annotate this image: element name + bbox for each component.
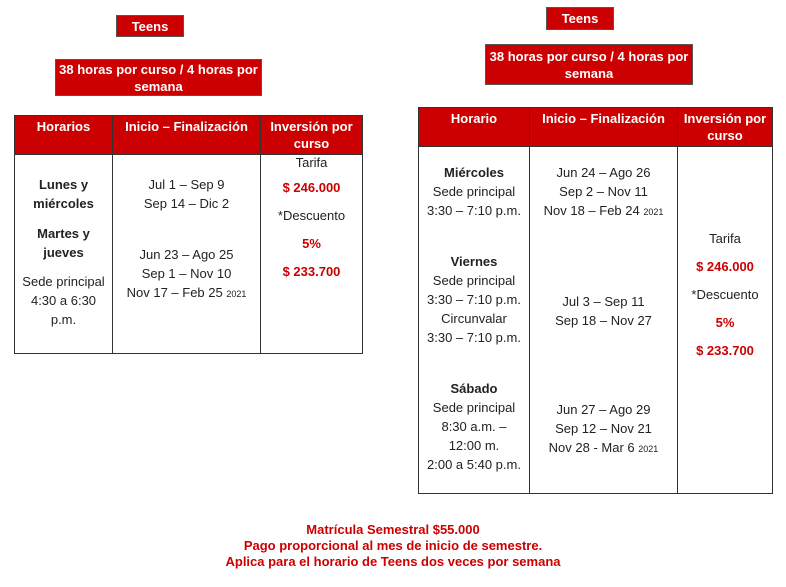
right-descuento-label: *Descuento — [691, 287, 759, 302]
left-teens-title — [116, 15, 184, 37]
left-date-5-year: 2021 — [226, 289, 247, 299]
right-viernes-date-2: Sep 18 – Nov 27 — [555, 313, 652, 328]
right-viernes-location1: Sede principal — [432, 273, 516, 288]
right-sabado-time2: 2:00 a 5:40 p.m. — [427, 457, 521, 472]
right-miercoles-location: Sede principal — [432, 184, 516, 199]
footer-note — [0, 522, 786, 570]
left-header-inicio: Inicio – Finalización — [113, 116, 261, 155]
right-viernes-day: Viernes — [450, 254, 498, 269]
left-date-5 — [115, 283, 258, 304]
right-miercoles-date-3 — [532, 201, 675, 222]
left-dates-cell — [113, 155, 261, 354]
right-miercoles-date-1: Jun 24 – Ago 26 — [556, 165, 651, 180]
left-hours-box — [55, 59, 262, 96]
left-date-4: Sep 1 – Nov 10 — [141, 266, 232, 281]
left-date-3: Jun 23 – Ago 25 — [139, 247, 234, 262]
right-horario-cell — [419, 147, 530, 494]
left-header-horarios: Horarios — [15, 116, 113, 155]
right-final-price: $ 233.700 — [696, 343, 754, 358]
left-horarios-cell — [15, 155, 113, 354]
right-tarifa-label: Tarifa — [709, 231, 741, 246]
right-price-cell — [678, 147, 773, 494]
left-date-5-range: Nov 17 – Feb 25 — [126, 285, 223, 300]
right-teens-title-text: Teens — [561, 11, 599, 26]
right-header-inversion: Inversión por curso — [678, 108, 773, 147]
left-tarifa: $ 246.000 — [282, 180, 341, 195]
right-sabado-location: Sede principal — [432, 400, 516, 415]
right-sabado-time1b: 12:00 m. — [448, 438, 500, 453]
right-viernes-date-1: Jul 3 – Sep 11 — [562, 294, 645, 309]
footer-line-2: Pago proporcional al mes de inicio de semestre. — [243, 538, 543, 553]
right-sabado-date-2: Sep 12 – Nov 21 — [555, 421, 652, 436]
right-viernes-location2: Circunvalar — [441, 311, 507, 326]
right-header-horario: Horario — [419, 108, 530, 147]
footer-line-1: Matrícula Semestral $55.000 — [306, 522, 480, 537]
right-miercoles-date-3-year: 2021 — [643, 207, 664, 217]
right-miercoles-date-2: Sep 2 – Nov 11 — [559, 184, 648, 199]
left-tarifa-label: Tarifa — [295, 155, 328, 170]
right-miercoles-day: Miércoles — [444, 165, 504, 180]
left-date-2: Sep 14 – Dic 2 — [143, 196, 230, 211]
right-sabado-date-3-year: 2021 — [638, 444, 659, 454]
right-sabado-date-3 — [532, 438, 675, 459]
right-descuento: 5% — [715, 315, 735, 330]
left-descuento: 5% — [302, 236, 321, 251]
left-group1-days: Lunes y miércoles — [33, 177, 94, 211]
right-miercoles-date-3-range: Nov 18 – Feb 24 — [543, 203, 640, 218]
right-sabado-time1a: 8:30 a.m. – — [441, 419, 507, 434]
left-teens-title-text: Teens — [131, 18, 169, 34]
right-sabado-day: Sábado — [450, 381, 498, 396]
right-dates-cell — [530, 147, 678, 494]
right-tarifa: $ 246.000 — [696, 259, 754, 274]
footer-line-3: Aplica para el horario de Teens dos veces por semana — [225, 554, 561, 569]
left-final-price: $ 233.700 — [282, 264, 341, 279]
left-time: 4:30 a 6:30 p.m. — [30, 293, 97, 327]
right-header-inicio: Inicio – Finalización — [530, 108, 678, 147]
left-header-inversion: Inversión por curso — [261, 116, 363, 155]
left-descuento-label: *Descuento — [277, 208, 346, 223]
left-location: Sede principal — [22, 274, 105, 289]
right-viernes-time2: 3:30 – 7:10 p.m. — [427, 330, 521, 345]
left-schedule-table — [14, 115, 363, 354]
right-sabado-date-1: Jun 27 – Ago 29 — [556, 402, 651, 417]
right-viernes-time1: 3:30 – 7:10 p.m. — [427, 292, 521, 307]
right-miercoles-time: 3:30 – 7:10 p.m. — [427, 203, 521, 218]
right-hours-text: 38 horas por curso / 4 horas por semana — [489, 48, 689, 81]
right-hours-box — [485, 44, 693, 85]
left-hours-text: 38 horas por curso / 4 horas por semana — [59, 61, 258, 94]
right-sabado-date-3-range: Nov 28 - Mar 6 — [548, 440, 635, 455]
left-date-1: Jul 1 – Sep 9 — [148, 177, 225, 192]
left-group2-days: Martes y jueves — [37, 226, 90, 260]
right-schedule-table — [418, 107, 773, 494]
left-price-cell — [261, 155, 363, 354]
right-teens-title — [546, 7, 614, 30]
